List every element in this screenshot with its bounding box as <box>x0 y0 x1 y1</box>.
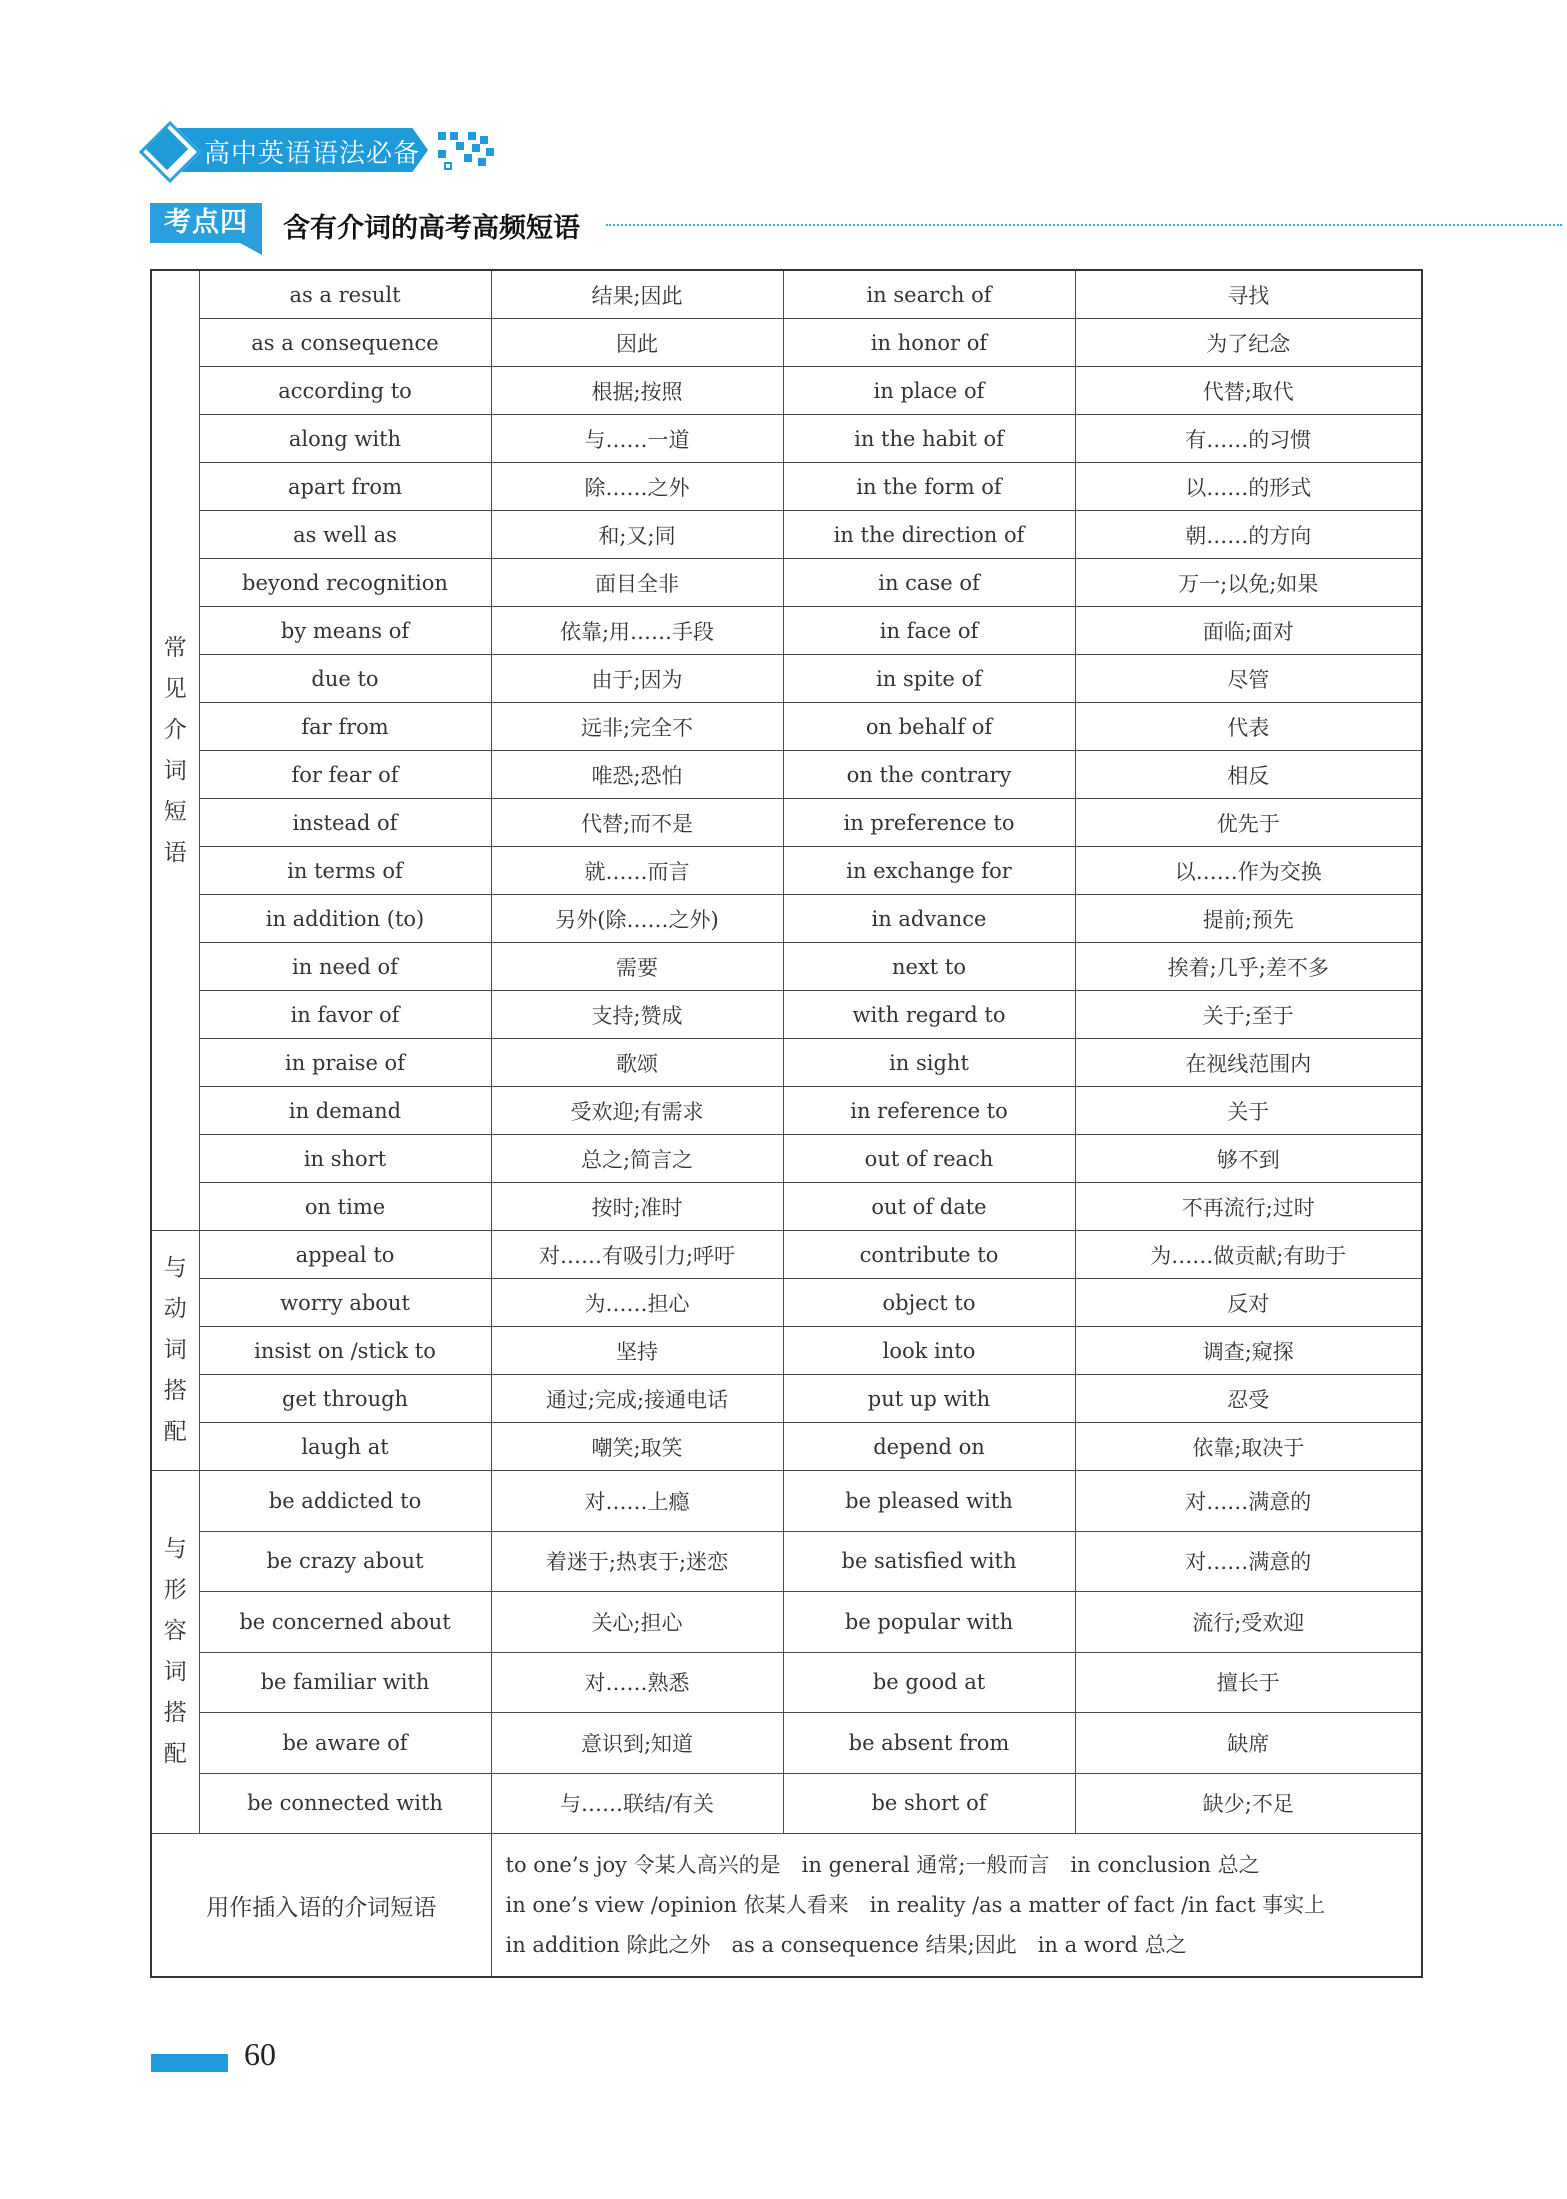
book-header <box>148 120 508 180</box>
meaning-cell: 挨着;几乎;差不多 <box>1075 943 1422 991</box>
meaning-cell: 有……的习惯 <box>1075 415 1422 463</box>
phrase-cell: on behalf of <box>783 703 1075 751</box>
meaning-cell: 意识到;知道 <box>491 1713 783 1774</box>
phrase-cell: with regard to <box>783 991 1075 1039</box>
table-row <box>151 703 1422 751</box>
phrase-cell: be absent from <box>783 1713 1075 1774</box>
phrase-cell: as a result <box>199 270 491 319</box>
phrase-cell: in place of <box>783 367 1075 415</box>
phrase-cell: be concerned about <box>199 1592 491 1653</box>
meaning-cell: 关心;担心 <box>491 1592 783 1653</box>
phrase-cell: put up with <box>783 1375 1075 1423</box>
phrase-cell: in sight <box>783 1039 1075 1087</box>
insertion-phrases <box>491 1834 1422 1978</box>
insertion-line: to one’s joy 令某人高兴的是 in general 通常;一般而言 in conclusion 总之 <box>505 1853 1260 1877</box>
meaning-cell: 总之;简言之 <box>491 1135 783 1183</box>
meaning-cell: 根据;按照 <box>491 367 783 415</box>
phrase-cell: in reference to <box>783 1087 1075 1135</box>
phrase-cell: next to <box>783 943 1075 991</box>
meaning-cell: 在视线范围内 <box>1075 1039 1422 1087</box>
meaning-cell: 远非;完全不 <box>491 703 783 751</box>
meaning-cell: 和;又;同 <box>491 511 783 559</box>
meaning-cell: 以……的形式 <box>1075 463 1422 511</box>
meaning-cell: 坚持 <box>491 1327 783 1375</box>
phrase-cell: in the form of <box>783 463 1075 511</box>
meaning-cell: 就……而言 <box>491 847 783 895</box>
table-row <box>151 1713 1422 1774</box>
table-row <box>151 319 1422 367</box>
meaning-cell: 代替;取代 <box>1075 367 1422 415</box>
phrase-cell: be connected with <box>199 1773 491 1834</box>
meaning-cell: 依靠;取决于 <box>1075 1423 1422 1471</box>
category-cell <box>151 1471 199 1834</box>
meaning-cell: 缺席 <box>1075 1713 1422 1774</box>
table-row <box>151 1039 1422 1087</box>
meaning-cell: 流行;受欢迎 <box>1075 1592 1422 1653</box>
table-row <box>151 1773 1422 1834</box>
meaning-cell: 代表 <box>1075 703 1422 751</box>
meaning-cell: 为……做贡献;有助于 <box>1075 1231 1422 1279</box>
phrase-cell: look into <box>783 1327 1075 1375</box>
phrase-cell: be crazy about <box>199 1531 491 1592</box>
phrase-table <box>150 269 1423 1978</box>
table-row <box>151 1135 1422 1183</box>
phrase-cell: contribute to <box>783 1231 1075 1279</box>
table-row <box>151 415 1422 463</box>
insertion-row <box>151 1834 1422 1978</box>
phrase-cell: in need of <box>199 943 491 991</box>
meaning-cell: 按时;准时 <box>491 1183 783 1231</box>
section-header <box>150 203 1412 253</box>
insertion-label: 用作插入语的介词短语 <box>151 1834 491 1978</box>
pixel-pattern-icon <box>438 132 498 172</box>
meaning-cell: 因此 <box>491 319 783 367</box>
table-row <box>151 511 1422 559</box>
phrase-cell: in face of <box>783 607 1075 655</box>
meaning-cell: 结果;因此 <box>491 270 783 319</box>
table-row <box>151 655 1422 703</box>
phrase-cell: beyond recognition <box>199 559 491 607</box>
meaning-cell: 面目全非 <box>491 559 783 607</box>
category-label: 与形容词搭配 <box>163 1536 187 1767</box>
meaning-cell: 反对 <box>1075 1279 1422 1327</box>
meaning-cell: 依靠;用……手段 <box>491 607 783 655</box>
meaning-cell: 寻找 <box>1075 270 1422 319</box>
phrase-cell: in the habit of <box>783 415 1075 463</box>
phrase-cell: instead of <box>199 799 491 847</box>
phrase-cell: depend on <box>783 1423 1075 1471</box>
table-row <box>151 607 1422 655</box>
phrase-cell: in advance <box>783 895 1075 943</box>
phrase-cell: in favor of <box>199 991 491 1039</box>
table-row <box>151 1531 1422 1592</box>
phrase-cell: get through <box>199 1375 491 1423</box>
phrase-cell: due to <box>199 655 491 703</box>
phrase-cell: along with <box>199 415 491 463</box>
meaning-cell: 关于;至于 <box>1075 991 1422 1039</box>
phrase-cell: appeal to <box>199 1231 491 1279</box>
meaning-cell: 对……熟悉 <box>491 1652 783 1713</box>
table-row <box>151 1592 1422 1653</box>
meaning-cell: 优先于 <box>1075 799 1422 847</box>
phrase-cell: in demand <box>199 1087 491 1135</box>
dotted-divider <box>606 224 1562 226</box>
phrase-cell: laugh at <box>199 1423 491 1471</box>
meaning-cell: 面临;面对 <box>1075 607 1422 655</box>
meaning-cell: 另外(除……之外) <box>491 895 783 943</box>
section-title: 含有介词的高考高频短语 <box>283 213 580 244</box>
phrase-cell: in praise of <box>199 1039 491 1087</box>
table-row <box>151 270 1422 319</box>
table-row <box>151 463 1422 511</box>
phrase-cell: on the contrary <box>783 751 1075 799</box>
meaning-cell: 除……之外 <box>491 463 783 511</box>
meaning-cell: 以……作为交换 <box>1075 847 1422 895</box>
phrase-cell: in preference to <box>783 799 1075 847</box>
phrase-cell: be popular with <box>783 1592 1075 1653</box>
meaning-cell: 通过;完成;接通电话 <box>491 1375 783 1423</box>
phrase-cell: in short <box>199 1135 491 1183</box>
section-tag-tail <box>240 243 262 255</box>
meaning-cell: 不再流行;过时 <box>1075 1183 1422 1231</box>
table-row <box>151 895 1422 943</box>
meaning-cell: 支持;赞成 <box>491 991 783 1039</box>
meaning-cell: 朝……的方向 <box>1075 511 1422 559</box>
phrase-cell: in exchange for <box>783 847 1075 895</box>
phrase-cell: according to <box>199 367 491 415</box>
phrase-cell: on time <box>199 1183 491 1231</box>
phrase-cell: out of date <box>783 1183 1075 1231</box>
meaning-cell: 调查;窥探 <box>1075 1327 1422 1375</box>
meaning-cell: 忍受 <box>1075 1375 1422 1423</box>
meaning-cell: 歌颂 <box>491 1039 783 1087</box>
meaning-cell: 够不到 <box>1075 1135 1422 1183</box>
phrase-cell: be addicted to <box>199 1471 491 1532</box>
table-row <box>151 751 1422 799</box>
phrase-cell: in honor of <box>783 319 1075 367</box>
meaning-cell: 对……满意的 <box>1075 1531 1422 1592</box>
phrase-cell: be satisfied with <box>783 1531 1075 1592</box>
table-row <box>151 1183 1422 1231</box>
phrase-cell: worry about <box>199 1279 491 1327</box>
table-row <box>151 1471 1422 1532</box>
meaning-cell: 为了纪念 <box>1075 319 1422 367</box>
phrase-cell: in spite of <box>783 655 1075 703</box>
insertion-line: in one’s view /opinion 依某人看来 in reality /as a matter of fact /in fact 事实上 <box>505 1893 1326 1917</box>
meaning-cell: 对……上瘾 <box>491 1471 783 1532</box>
phrase-cell: be pleased with <box>783 1471 1075 1532</box>
phrase-cell: be short of <box>783 1773 1075 1834</box>
insertion-line: in addition 除此之外 as a consequence 结果;因此 in a word 总之 <box>505 1933 1187 1957</box>
table-row <box>151 1327 1422 1375</box>
book-title: 高中英语语法必备 <box>204 139 421 169</box>
footer-bar <box>151 2054 228 2072</box>
category-label: 与动词搭配 <box>163 1255 187 1445</box>
meaning-cell: 关于 <box>1075 1087 1422 1135</box>
phrase-cell: in search of <box>783 270 1075 319</box>
table-row <box>151 559 1422 607</box>
phrase-cell: object to <box>783 1279 1075 1327</box>
table-row <box>151 1423 1422 1471</box>
table-row <box>151 1279 1422 1327</box>
table-row <box>151 943 1422 991</box>
table-row <box>151 991 1422 1039</box>
table-row <box>151 1375 1422 1423</box>
table-row <box>151 1087 1422 1135</box>
meaning-cell: 与……联结/有关 <box>491 1773 783 1834</box>
phrase-cell: be aware of <box>199 1713 491 1774</box>
phrase-cell: apart from <box>199 463 491 511</box>
meaning-cell: 需要 <box>491 943 783 991</box>
table-row <box>151 1652 1422 1713</box>
phrase-cell: by means of <box>199 607 491 655</box>
phrase-cell: be good at <box>783 1652 1075 1713</box>
category-cell <box>151 1231 199 1471</box>
meaning-cell: 唯恐;恐怕 <box>491 751 783 799</box>
meaning-cell: 与……一道 <box>491 415 783 463</box>
phrase-cell: out of reach <box>783 1135 1075 1183</box>
phrase-cell: in addition (to) <box>199 895 491 943</box>
meaning-cell: 嘲笑;取笑 <box>491 1423 783 1471</box>
meaning-cell: 着迷于;热衷于;迷恋 <box>491 1531 783 1592</box>
meaning-cell: 万一;以免;如果 <box>1075 559 1422 607</box>
phrase-cell: in the direction of <box>783 511 1075 559</box>
meaning-cell: 对……有吸引力;呼吁 <box>491 1231 783 1279</box>
meaning-cell: 为……担心 <box>491 1279 783 1327</box>
phrase-cell: insist on /stick to <box>199 1327 491 1375</box>
meaning-cell: 代替;而不是 <box>491 799 783 847</box>
meaning-cell: 受欢迎;有需求 <box>491 1087 783 1135</box>
table-row <box>151 1231 1422 1279</box>
table-row <box>151 367 1422 415</box>
section-tag: 考点四 <box>150 203 262 243</box>
phrase-cell: as well as <box>199 511 491 559</box>
table-row <box>151 847 1422 895</box>
meaning-cell: 由于;因为 <box>491 655 783 703</box>
meaning-cell: 相反 <box>1075 751 1422 799</box>
table-row <box>151 799 1422 847</box>
page-number: 60 <box>244 2036 276 2072</box>
phrase-cell: be familiar with <box>199 1652 491 1713</box>
phrase-cell: in terms of <box>199 847 491 895</box>
category-cell <box>151 270 199 1231</box>
phrase-cell: in case of <box>783 559 1075 607</box>
meaning-cell: 对……满意的 <box>1075 1471 1422 1532</box>
phrase-cell: far from <box>199 703 491 751</box>
meaning-cell: 提前;预先 <box>1075 895 1422 943</box>
category-label: 常见介词短语 <box>163 634 187 866</box>
phrase-cell: for fear of <box>199 751 491 799</box>
meaning-cell: 缺少;不足 <box>1075 1773 1422 1834</box>
phrase-cell: as a consequence <box>199 319 491 367</box>
meaning-cell: 擅长于 <box>1075 1652 1422 1713</box>
meaning-cell: 尽管 <box>1075 655 1422 703</box>
